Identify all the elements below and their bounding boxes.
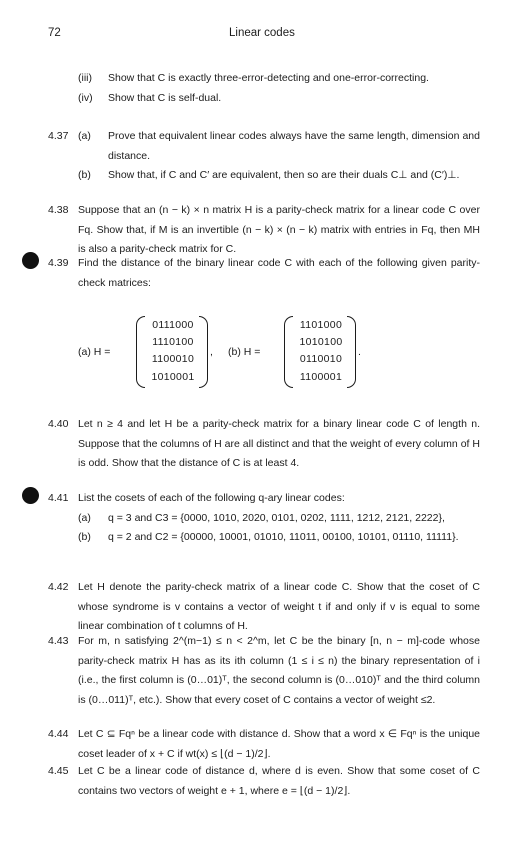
part-label: (iv): [78, 91, 93, 104]
exercise-number: 4.41: [48, 492, 69, 504]
part-b: [78, 528, 480, 548]
exercise-text: Let H denote the parity-check matrix of a linear code C. Show that the coset of C whose syndrome is v contains a vector of weight t if and only if v is equal to some linear combination of t columns of H.: [78, 581, 480, 633]
terminator: .: [358, 346, 361, 358]
exercise-4-39: [48, 254, 480, 293]
part-label: (a): [78, 130, 91, 142]
part-text: q = 2 and C2 = {00000, 10001, 01010, 11011, 00100, 10101, 01110, 11111}.: [108, 531, 459, 544]
exercise-number: 4.45: [48, 765, 69, 777]
exercise-4-44: [48, 725, 480, 764]
part-text: Show that C is exactly three-error-detecting and one-error-correcting.: [108, 72, 429, 84]
matrix-row: 1010001: [151, 370, 195, 383]
matrix-b-label: (b) H =: [228, 346, 261, 358]
matrix-b: [284, 316, 356, 388]
matrix-row: 0111000: [152, 319, 194, 331]
matrix-row: 1110100: [152, 336, 194, 349]
part-label: (b): [78, 531, 91, 544]
exercise-number: 4.42: [48, 581, 69, 593]
part-text: q = 3 and C3 = {0000, 1010, 2020, 0101, 0202, 1111, 1212, 2121, 2222},: [108, 511, 445, 524]
exercise-number: 4.38: [48, 204, 69, 216]
part-iii: [78, 69, 480, 89]
right-bracket: [199, 316, 208, 388]
exercise-text: Let C be a linear code of distance d, where d is even. Show that some coset of C contains two vectors of weight e + 1, where e = ⌊(d − 1)/2⌋.: [78, 765, 480, 797]
left-bracket: [136, 316, 145, 388]
exercise-4-45: [48, 762, 480, 801]
part-text: Show that, if C and C′ are equivalent, then so are their duals C⊥ and (C′)⊥.: [108, 169, 460, 182]
exercise-4-38: [48, 201, 480, 260]
bullet-marker: [22, 487, 39, 504]
running-title: Linear codes: [229, 27, 295, 39]
exercise-text: List the cosets of each of the following q-ary linear codes:: [78, 492, 345, 504]
exercise-4-40: [48, 415, 480, 474]
matrix-row: 1100001: [299, 370, 343, 383]
matrix-a-label: (a) H =: [78, 346, 111, 358]
exercise-text: Find the distance of the binary linear code C with each of the following given parity-check matrices:: [78, 257, 480, 289]
exercise-number: 4.37: [48, 130, 69, 142]
part-label: (a): [78, 511, 91, 524]
part-a: [78, 127, 480, 166]
exercise-4-42: [48, 578, 480, 637]
exercise-number: 4.39: [48, 257, 69, 269]
right-bracket: [347, 316, 356, 388]
exercise-4-41: [48, 489, 480, 548]
exercise-text: For m, n satisfying 2^(m−1) ≤ n < 2^m, let C be the binary [n, n − m]-code whose parity-check matrix H has as its ith column (1 ≤ i ≤ n) the binary representation of i (i.e., the first column is (0…01)ᵀ, the second column is (0…010)ᵀ and the third column is (0…011)ᵀ, etc.). Show that every coset of C contains a vector of weight ≤2.: [78, 635, 480, 706]
exercise-text: Let C ⊆ Fqⁿ be a linear code with distance d. Show that a word x ∈ Fqⁿ is the unique coset leader of x + C if wt(x) ≤ ⌊(d − 1)/2⌋.: [78, 728, 480, 760]
exercise-number: 4.40: [48, 418, 69, 430]
matrix-row: 0110010: [299, 353, 343, 366]
part-b: [78, 166, 480, 186]
exercise-number: 4.43: [48, 635, 69, 647]
matrix-row: 1101000: [299, 319, 343, 331]
exercise-4-37: [48, 127, 480, 186]
separator: ,: [210, 346, 213, 358]
matrix-row: 1100010: [151, 353, 195, 366]
part-a: [78, 509, 480, 529]
exercise-4-43: [48, 632, 480, 710]
matrix-row: 1010100: [299, 336, 343, 349]
part-text: Show that C is self-dual.: [108, 91, 222, 104]
bullet-marker: [22, 252, 39, 269]
matrix-a: [136, 316, 208, 388]
exercise-text: Let n ≥ 4 and let H be a parity-check matrix for a binary linear code C of length n. Suppose that the columns of H are all distinct and that the weight of every column of H is odd. Show that the distance of C is at least 4.: [78, 418, 480, 470]
left-bracket: [284, 316, 293, 388]
exercise-number: 4.44: [48, 728, 69, 740]
page-number: 72: [48, 27, 61, 39]
exercise-text: Suppose that an (n − k) × n matrix H is a parity-check matrix for a linear code C over Fq. Show that, if M is an invertible (n − k) × (n − k) matrix with entries in Fq, then MH is also a parity-check matrix for C.: [78, 204, 480, 256]
part-label: (b): [78, 169, 91, 182]
parity-check-matrices: [48, 316, 508, 388]
part-iv: [78, 89, 480, 109]
exercise-4-36-continued: [48, 69, 480, 108]
part-text: Prove that equivalent linear codes always have the same length, dimension and distance.: [108, 130, 480, 162]
part-label: (iii): [78, 72, 92, 84]
